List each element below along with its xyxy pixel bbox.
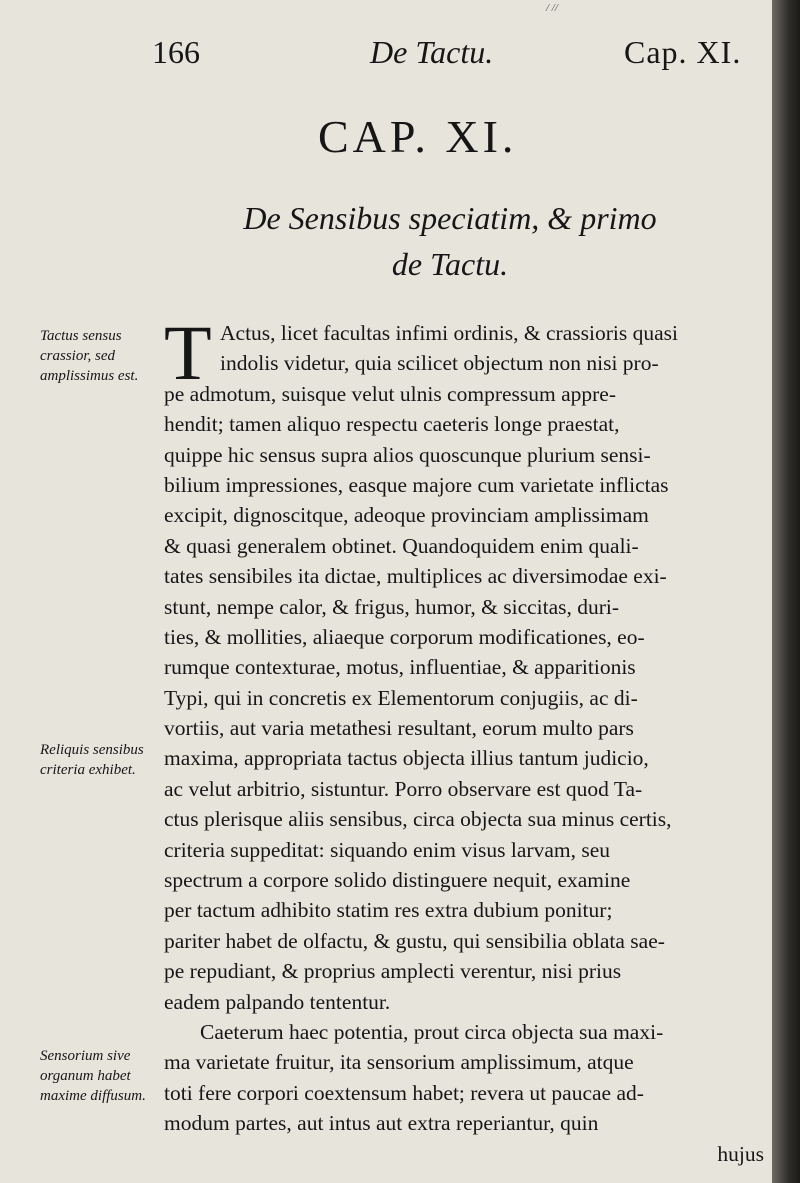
text-line: per tactum adhibito statim res extra dubium ponitur;	[164, 898, 613, 923]
running-title: De Tactu.	[370, 34, 494, 70]
chapter-heading: CAP. XI.	[318, 111, 518, 162]
text-line: criteria suppeditat: siquando enim visus larvam, seu	[164, 837, 611, 862]
text-line: ma varietate fruitur, ita sensorium amplissimum, atque	[164, 1050, 634, 1075]
running-header	[152, 34, 772, 82]
text-line: stunt, nempe calor, & frigus, humor, & siccitas, duri-	[164, 594, 620, 619]
text-line: pe admotum, suisque velut ulnis compressum appre-	[164, 381, 617, 406]
text-line: & quasi generalem obtinet. Quandoquidem enim quali-	[164, 533, 639, 558]
text-line: pe repudiant, & proprius amplecti verentur, nisi prius	[164, 959, 622, 984]
subtitle-line-1: De Sensibus speciatim, & primo	[243, 200, 657, 236]
text-line: ties, & mollities, aliaeque corporum modificationes, eo-	[164, 624, 645, 649]
text-line: excipit, dignoscitque, adeoque provinciam amplissimam	[164, 503, 649, 528]
margin-note: Tactus sensus crassior, sed amplissimus est.	[40, 328, 139, 384]
margin-note: Sensorium sive organum habet maxime diffusum.	[40, 1048, 146, 1104]
text-line: Typi, qui in concretis ex Elementorum conjugiis, ac di-	[164, 685, 638, 710]
text-line: maxima, appropriata tactus objecta illius tantum judicio,	[164, 746, 649, 771]
text-line: hendit; tamen aliquo respectu caeteris longe praestat,	[164, 412, 620, 437]
book-gutter	[772, 0, 800, 1183]
text-line: quippe hic sensus supra alios quoscunque plurium sensi-	[164, 442, 651, 467]
text-line: Caeterum haec potentia, prout circa objecta sua maxi-	[200, 1019, 664, 1044]
text-line: bilium impressiones, easque majore cum varietate inflictas	[164, 472, 669, 497]
text-line: vortiis, aut varia metathesi resultant, eorum multo pars	[164, 716, 634, 741]
catchword: hujus	[717, 1141, 764, 1166]
text-line: modum partes, aut intus aut extra reperiantur, quin	[164, 1111, 599, 1136]
chapter-short: Cap. XI.	[624, 34, 742, 70]
dropcap: T	[164, 309, 212, 396]
text-line: eadem palpando tententur.	[164, 989, 391, 1014]
text-line: indolis videtur, quia scilicet objectum non nisi pro-	[220, 351, 659, 376]
corner-mark: / //	[546, 2, 558, 14]
text-line: pariter habet de olfactu, & gustu, qui sensibilia oblata sae-	[164, 928, 665, 953]
body-text	[164, 309, 764, 1169]
text-line: spectrum a corpore solido distinguere nequit, examine	[164, 868, 631, 893]
text-line: tates sensibiles ita dictae, multiplices ac diversimodae exi-	[164, 564, 667, 589]
subtitle-line-2: de Tactu.	[391, 246, 509, 282]
text-line: toti fere corpori coextensum habet; revera ut paucae ad-	[164, 1080, 644, 1105]
margin-note: Reliquis sensibus criteria exhibet.	[40, 742, 144, 778]
page-number: 166	[152, 34, 200, 70]
text-line: ac velut arbitrio, sistuntur. Porro observare est quod Ta-	[164, 776, 643, 801]
text-line: rumque contexturae, motus, influentiae, & apparitionis	[164, 655, 636, 680]
text-line: ctus plerisque aliis sensibus, circa objecta sua minus certis,	[164, 807, 672, 832]
text-line: Actus, licet facultas infimi ordinis, & crassioris quasi	[220, 321, 678, 345]
